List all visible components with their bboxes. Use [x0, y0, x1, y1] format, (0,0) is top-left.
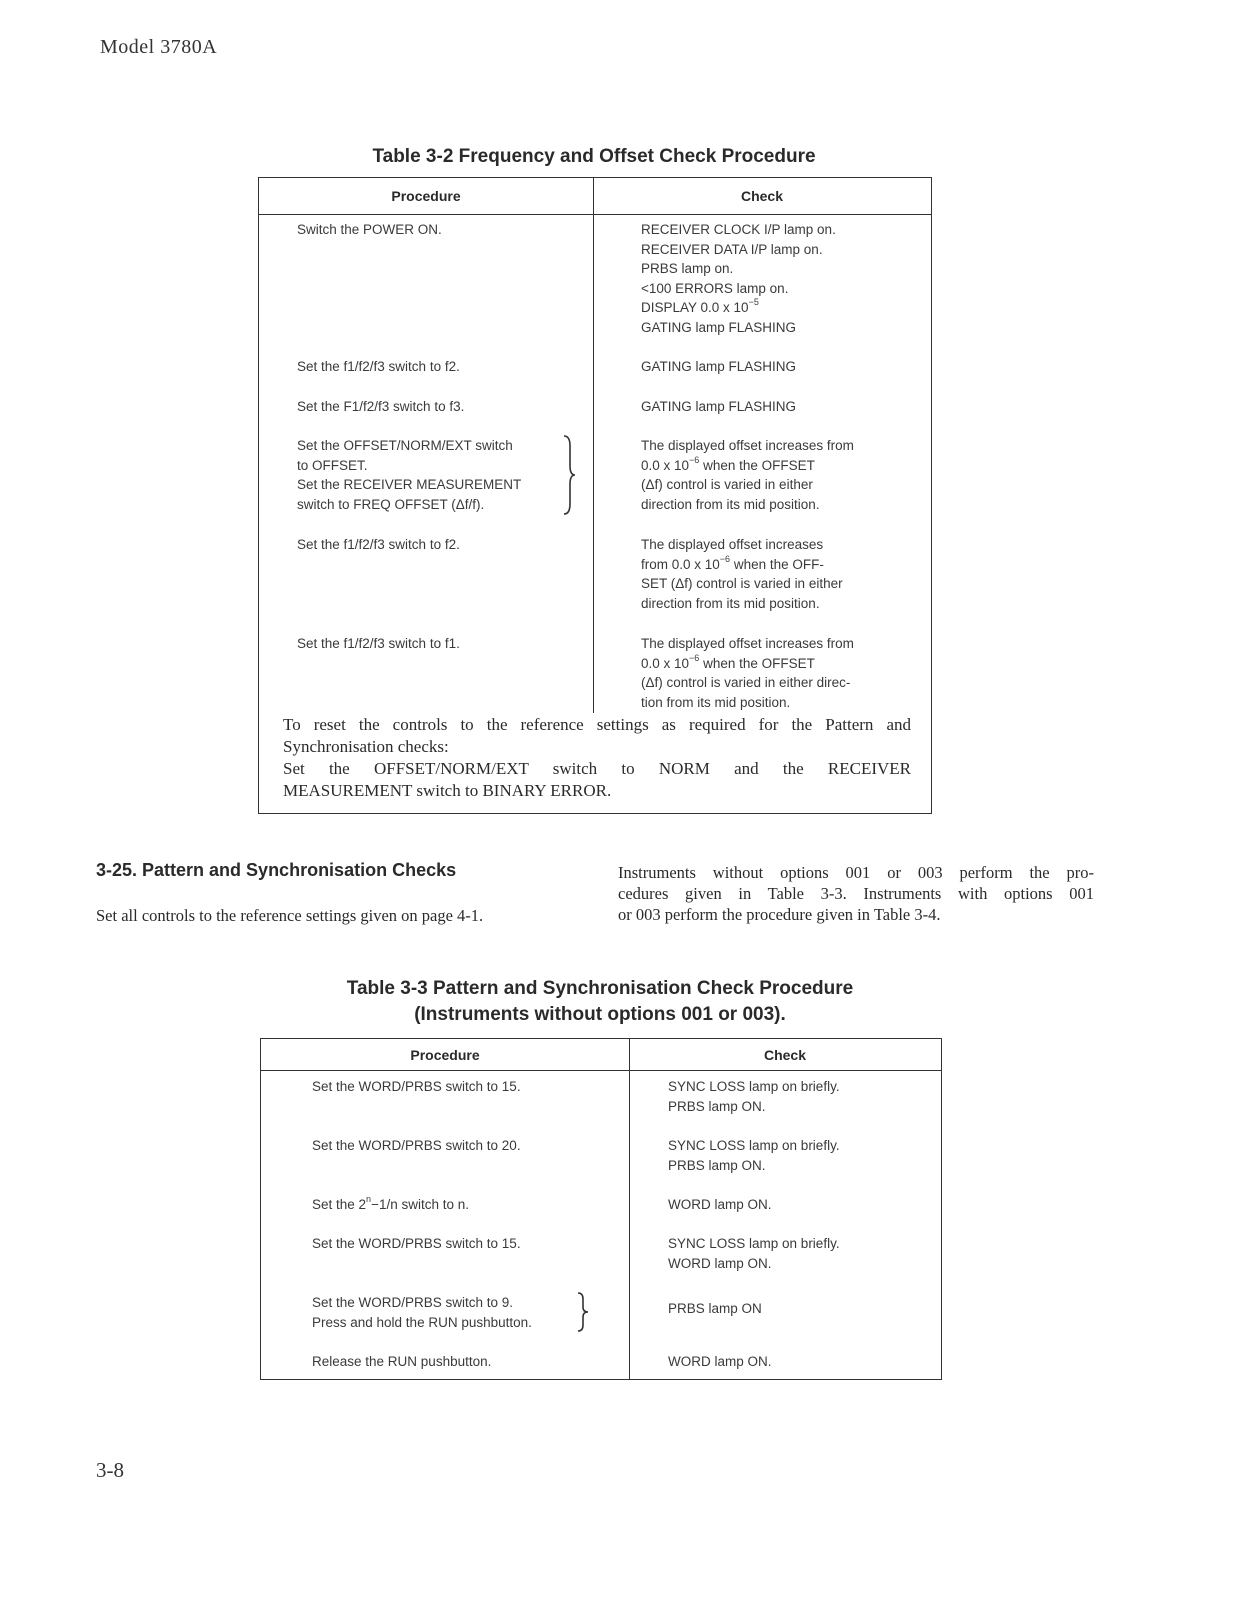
table-3-2-reset-note: To reset the controls to the reference settings as required for the Pattern and Synchronisation checks: Set the OFFSET/NORM/EXT switch to NORM and the RECEIVER MEASUREMENT switch to BINARY ERROR. — [283, 715, 911, 800]
table-row-procedure: Set the F1/f2/f3 switch to f3. — [297, 399, 465, 414]
table-row-check: SYNC LOSS lamp on briefly. PRBS lamp ON. — [668, 1138, 840, 1173]
section-3-25-left-text: Set all controls to the reference settings given on page 4-1. — [96, 906, 484, 925]
table-row-check: The displayed offset increases from 0.0 x $10^{-6}$ when the OFFSET (Δf) control is varied in either direc- tion from its mid position. — [641, 636, 854, 710]
table-3-3-title: Table 3-3 Pattern and Synchronisation Check Procedure (Instruments without options 001 or 003). — [346, 978, 854, 1025]
table-3-2 — [258, 177, 932, 814]
table-3-3 — [260, 1038, 942, 1380]
table-row-procedure: Set the f1/f2/f3 switch to f1. — [297, 636, 460, 651]
table-3-3-header — [261, 1039, 941, 1071]
section-3-25-heading: 3-25. Pattern and Synchronisation Checks — [96, 860, 457, 880]
col-header-check: Check — [740, 188, 784, 204]
table-row-procedure: Set the WORD/PRBS switch to 20. — [312, 1138, 521, 1153]
table-row-procedure: Set the OFFSET/NORM/EXT switch to OFFSET. Set the RECEIVER MEASUREMENT switch to FREQ OFFSET (Δf/f). — [297, 438, 522, 512]
right-brace-icon — [561, 434, 577, 516]
table-row-check: WORD lamp ON. — [668, 1197, 772, 1212]
table-row-check: The displayed offset increases from 0.0 x $10^{-6}$ when the OFFSET (Δf) control is varied in either direction from its mid position. — [641, 438, 854, 512]
right-brace-icon — [575, 1291, 591, 1333]
table-row-check: SYNC LOSS lamp on briefly. PRBS lamp ON. — [668, 1079, 840, 1114]
table-row-check: The displayed offset increases from 0.0 x $10^{-6}$ when the OFF- SET (Δf) control is varied in either direction from its mid position. — [641, 537, 843, 611]
table-row-procedure: Set the WORD/PRBS switch to 15. — [312, 1236, 521, 1251]
table-row-procedure: Release the RUN pushbutton. — [312, 1354, 492, 1369]
page-header-model: Model 3780A — [100, 36, 218, 58]
table-row-check: GATING lamp FLASHING — [641, 399, 797, 414]
table-row-check: RECEIVER CLOCK I/P lamp on. RECEIVER DATA I/P lamp on. PRBS lamp on. <100 ERRORS lamp on. DISPLAY 0.0 x $10^{-5}$ GATING lamp FLASHING — [641, 222, 836, 335]
column-divider — [593, 178, 594, 713]
table-row-procedure: Switch the POWER ON. — [297, 222, 442, 237]
table-row-check: WORD lamp ON. — [668, 1354, 772, 1369]
table-3-2-title: Table 3-2 Frequency and Offset Check Procedure — [372, 146, 816, 167]
col-header-check: Check — [763, 1046, 807, 1063]
page-number: 3-8 — [96, 1458, 124, 1482]
table-row-check: PRBS lamp ON — [668, 1301, 762, 1316]
col-header-procedure: Procedure — [410, 1046, 480, 1063]
table-row-check: GATING lamp FLASHING — [641, 359, 797, 374]
section-3-25-right-text: Instruments without options 001 or 003 perform the pro- cedures given in Table 3-3. Instruments with options 001 or 003 perform the procedure given in Table 3-4. — [618, 863, 1094, 924]
column-divider — [629, 1039, 630, 1379]
table-row-procedure: Set the f1/f2/f3 switch to f2. — [297, 359, 460, 374]
table-row-procedure: Set the $2^n-1/n$ switch to n. — [312, 1194, 469, 1212]
table-row-check: SYNC LOSS lamp on briefly. WORD lamp ON. — [668, 1236, 840, 1271]
table-3-2-header — [259, 178, 931, 215]
table-row-procedure: Set the WORD/PRBS switch to 15. — [312, 1079, 521, 1094]
table-row-procedure: Set the f1/f2/f3 switch to f2. — [297, 537, 460, 552]
col-header-procedure: Procedure — [391, 188, 461, 204]
table-row-procedure: Set the WORD/PRBS switch to 9. Press and hold the RUN pushbutton. — [312, 1295, 532, 1330]
